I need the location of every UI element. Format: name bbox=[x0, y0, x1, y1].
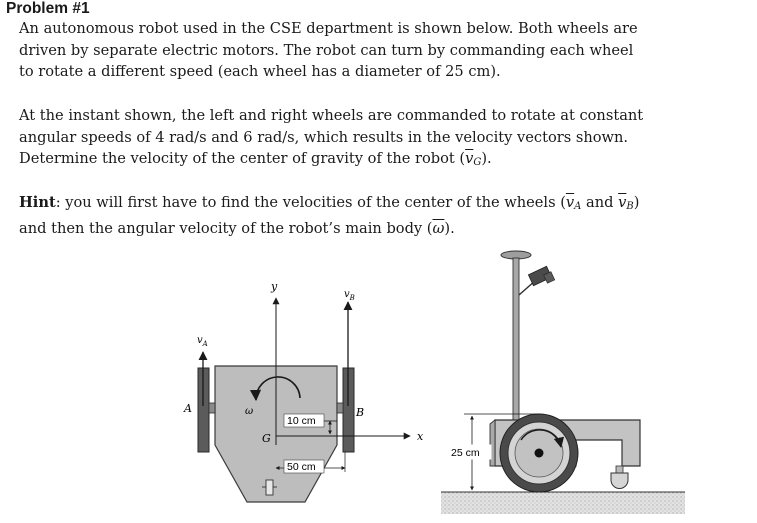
omega-symbol: $\overline{\omega}$ bbox=[432, 219, 445, 237]
description-line-3: to rotate a different speed (each wheel has a diameter of 25 cm). bbox=[19, 63, 501, 80]
description-line-1: An autonomous robot used in the CSE department is shown below. Both wheels are bbox=[19, 20, 638, 37]
hint-text-2-end: ). bbox=[444, 219, 455, 237]
question-line-1: At the instant shown, the left and right wheels are commanded to rotate at constant bbox=[19, 107, 644, 124]
y-axis-label: y bbox=[271, 280, 278, 293]
top-view bbox=[183, 280, 424, 502]
dimension-25cm: 25 cm bbox=[451, 447, 480, 459]
dimension-10cm: 10 cm bbox=[287, 415, 316, 427]
problem-question bbox=[19, 105, 754, 174]
hint-line-1 bbox=[19, 192, 754, 218]
va-label: $v_A$ bbox=[197, 335, 208, 348]
caster-side-view bbox=[611, 473, 628, 489]
hint-line-2 bbox=[19, 218, 754, 240]
description-line-2: driven by separate electric motors. The robot can turn by commanding each wheel bbox=[19, 41, 634, 59]
point-a-label: A bbox=[184, 402, 192, 415]
x-axis-label: x bbox=[417, 430, 424, 443]
ground bbox=[441, 492, 685, 514]
problem-heading: Problem #1 bbox=[6, 0, 90, 17]
omega-label: ω bbox=[245, 406, 254, 417]
right-axle bbox=[337, 403, 343, 413]
question-line-3 bbox=[19, 148, 754, 174]
problem-description bbox=[19, 18, 754, 83]
hint-label: Hint bbox=[19, 194, 56, 211]
robot-figure bbox=[0, 240, 757, 523]
hint-text-1: : you will first have to find the velocities of the center of the wheels ( bbox=[55, 194, 566, 211]
va-symbol: $\overline{v}$ bbox=[565, 194, 575, 211]
question-line-3-text: Determine the velocity of the center of gravity of the robot ( bbox=[19, 150, 466, 167]
question-line-3-end: ). bbox=[481, 150, 492, 167]
question-line-2: angular speeds of 4 rad/s and 6 rad/s, which results in the velocity vectors shown. bbox=[19, 128, 629, 146]
wheel-hub bbox=[535, 449, 544, 458]
hint-text-1-end: ) bbox=[633, 194, 640, 211]
vb-symbol: $\overline{v}$ bbox=[618, 194, 627, 211]
point-b-label: B bbox=[356, 406, 365, 419]
problem-hint bbox=[19, 192, 754, 239]
left-axle bbox=[209, 403, 215, 413]
side-view bbox=[441, 251, 685, 514]
hint-text-2: and then the angular velocity of the robot’s main body ( bbox=[19, 219, 433, 237]
mast bbox=[513, 258, 519, 420]
dimension-50cm: 50 cm bbox=[287, 461, 316, 473]
vb-label: $v_B$ bbox=[344, 289, 355, 302]
vb-subscript: B bbox=[626, 201, 634, 212]
vg-symbol: $\overline{v}$ bbox=[465, 150, 474, 167]
point-g-label: G bbox=[262, 432, 271, 445]
vg-subscript: G bbox=[473, 157, 482, 168]
hint-and: and bbox=[581, 194, 619, 211]
caster-top-view bbox=[266, 480, 273, 495]
va-subscript: A bbox=[574, 201, 582, 212]
